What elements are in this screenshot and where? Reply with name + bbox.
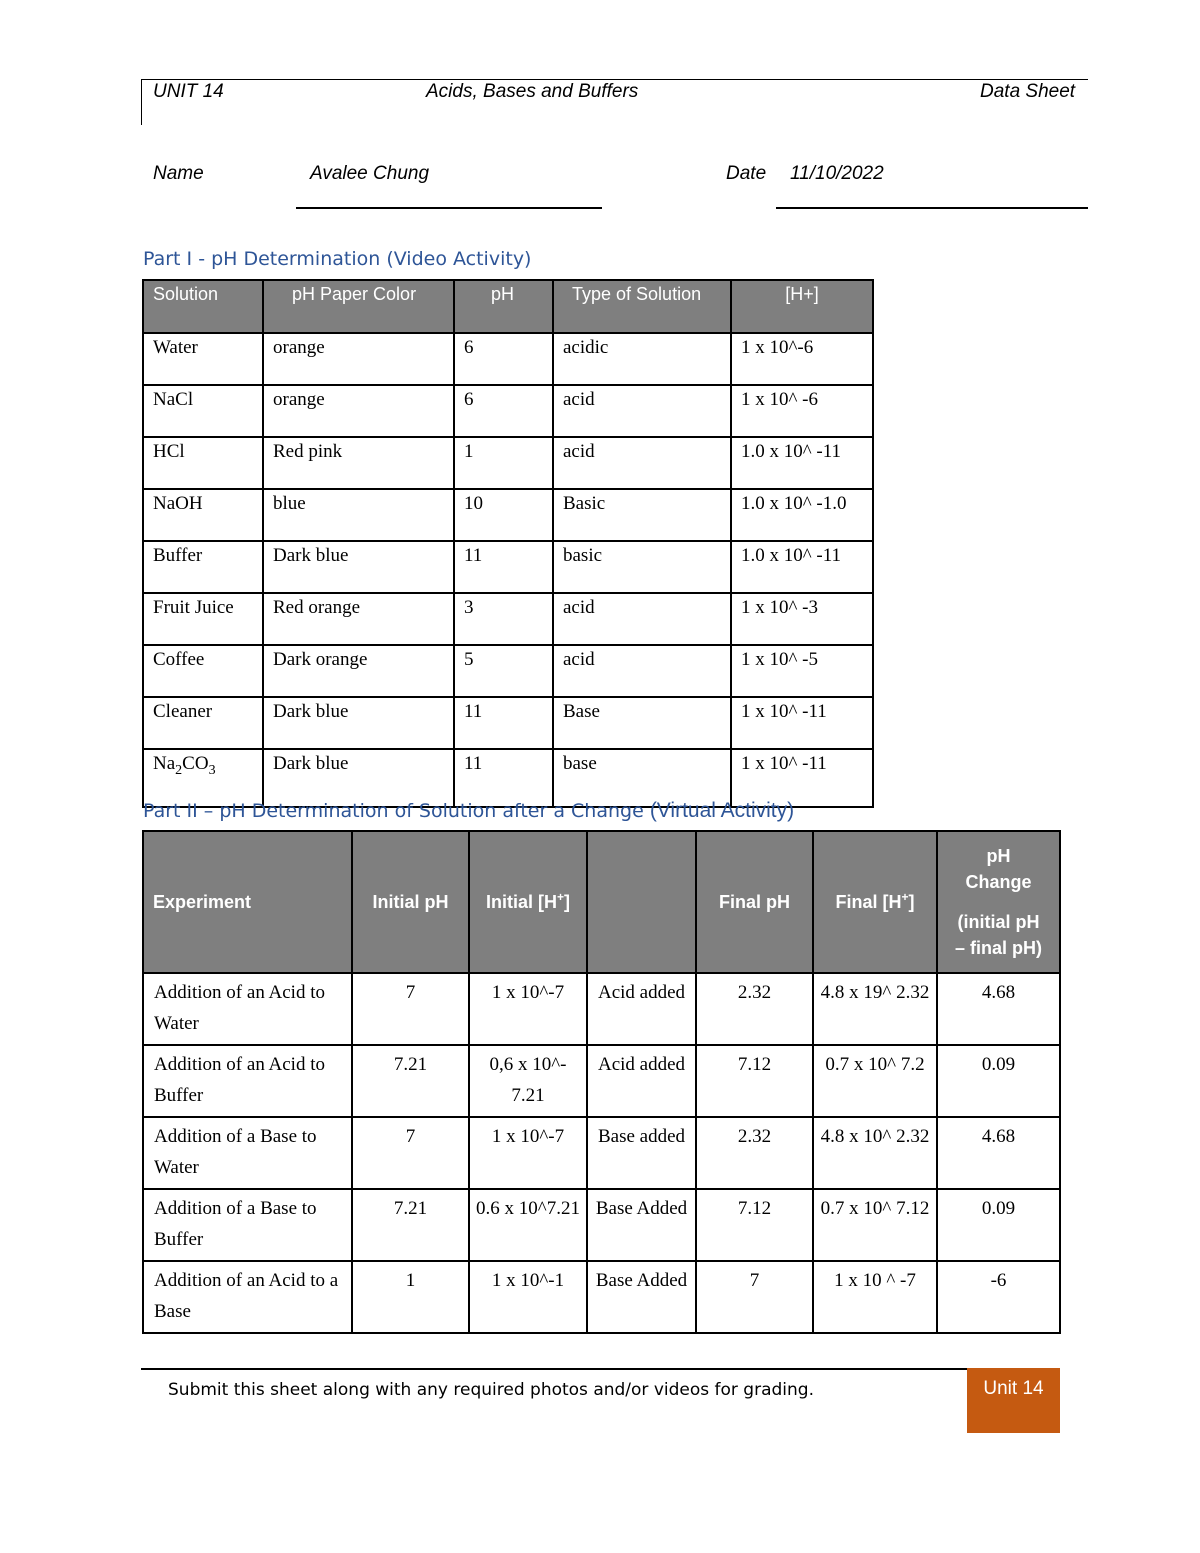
cell-ph-paper-color: orange	[263, 385, 454, 437]
cell-type-of-solution: Basic	[553, 489, 731, 541]
cell-experiment: Addition of a Base to Buffer	[143, 1189, 352, 1261]
cell-h-concentration: 1 x 10^ -11	[731, 697, 873, 749]
cell-ph-paper-color: Red orange	[263, 593, 454, 645]
col-initial-ph: Initial pH	[352, 831, 469, 973]
header-unit: UNIT 14	[153, 81, 224, 102]
cell-final-h: 0.7 x 10^ 7.2	[813, 1045, 937, 1117]
footer-rule	[141, 1368, 969, 1370]
cell-initial-h: 1 x 10^-7	[469, 1117, 587, 1189]
ph-change-line3: (initial pH	[957, 912, 1040, 932]
cell-solution: Water	[143, 333, 263, 385]
cell-type-of-solution: acid	[553, 385, 731, 437]
table-row	[143, 1189, 1060, 1261]
cell-ph-change: 4.68	[937, 1117, 1060, 1189]
cell-initial-ph: 1	[352, 1261, 469, 1333]
cell-ph-change: 4.68	[937, 973, 1060, 1045]
cell-type-of-solution: acidic	[553, 333, 731, 385]
cell-h-concentration: 1.0 x 10^ -11	[731, 541, 873, 593]
cell-solution: NaCl	[143, 385, 263, 437]
cell-experiment: Addition of an Acid to Water	[143, 973, 352, 1045]
cell-experiment: Addition of an Acid to Buffer	[143, 1045, 352, 1117]
cell-ph-change: -6	[937, 1261, 1060, 1333]
header-title: Acids, Bases and Buffers	[426, 81, 639, 102]
cell-solution: Buffer	[143, 541, 263, 593]
cell-ph-change: 0.09	[937, 1189, 1060, 1261]
cell-change-note: Acid added	[587, 973, 696, 1045]
cell-solution: NaOH	[143, 489, 263, 541]
cell-change-note: Base Added	[587, 1261, 696, 1333]
cell-solution: Cleaner	[143, 697, 263, 749]
cell-final-ph: 2.32	[696, 973, 813, 1045]
cell-final-h: 4.8 x 10^ 2.32	[813, 1117, 937, 1189]
part1-title: Part I - pH Determination (Video Activity)	[143, 248, 532, 270]
cell-ph-change: 0.09	[937, 1045, 1060, 1117]
cell-initial-h: 1 x 10^-1	[469, 1261, 587, 1333]
cell-ph-paper-color: Dark blue	[263, 697, 454, 749]
cell-h-concentration: 1 x 10^ -3	[731, 593, 873, 645]
cell-type-of-solution: basic	[553, 541, 731, 593]
cell-final-ph: 7.12	[696, 1189, 813, 1261]
cell-type-of-solution: base	[553, 749, 731, 807]
cell-ph: 3	[454, 593, 553, 645]
cell-final-h: 1 x 10 ^ -7	[813, 1261, 937, 1333]
part2-title-main: Part II – pH Determination of Solution after a Change	[143, 800, 650, 822]
cell-initial-ph: 7.21	[352, 1045, 469, 1117]
cell-ph: 1	[454, 437, 553, 489]
cell-ph-paper-color: blue	[263, 489, 454, 541]
cell-h-concentration: 1 x 10^ -6	[731, 385, 873, 437]
name-underline	[296, 207, 602, 209]
cell-final-h: 4.8 x 19^ 2.32	[813, 973, 937, 1045]
cell-initial-ph: 7	[352, 973, 469, 1045]
cell-type-of-solution: Base	[553, 697, 731, 749]
cell-change-note: Base added	[587, 1117, 696, 1189]
cell-solution: Coffee	[143, 645, 263, 697]
cell-experiment: Addition of an Acid to a Base	[143, 1261, 352, 1333]
cell-ph: 6	[454, 333, 553, 385]
ph-change-line4: – final pH)	[954, 938, 1042, 959]
cell-h-concentration: 1 x 10^ -11	[731, 749, 873, 807]
table-row	[143, 385, 873, 437]
col-ph-paper-color: pH Paper Color	[263, 280, 454, 333]
cell-h-concentration: 1.0 x 10^ -11	[731, 437, 873, 489]
table-row	[143, 593, 873, 645]
cell-h-concentration: 1.0 x 10^ -1.0	[731, 489, 873, 541]
col-final-ph: Final pH	[696, 831, 813, 973]
cell-final-h: 0.7 x 10^ 7.12	[813, 1189, 937, 1261]
col-h-concentration: [H+]	[731, 280, 873, 333]
footer-note: Submit this sheet along with any required photos and/or videos for grading.	[168, 1380, 814, 1400]
name-value: Avalee Chung	[310, 163, 430, 184]
header-rule	[141, 79, 1088, 80]
cell-ph-paper-color: Dark blue	[263, 749, 454, 807]
initial-h-plus: +	[556, 889, 564, 904]
table-row	[143, 973, 1060, 1045]
part2-title	[143, 799, 794, 823]
col-blank	[587, 831, 696, 973]
cell-solution: Fruit Juice	[143, 593, 263, 645]
part2-header-row	[143, 831, 1060, 973]
col-type-of-solution: Type of Solution	[553, 280, 731, 333]
col-ph-change	[937, 831, 1060, 973]
final-h-text: Final [H	[835, 891, 902, 912]
table-row	[143, 333, 873, 385]
col-initial-h	[469, 831, 587, 973]
date-underline	[776, 207, 1088, 209]
cell-ph-paper-color: orange	[263, 333, 454, 385]
col-experiment: Experiment	[143, 831, 352, 973]
cell-initial-h: 0,6 x 10^- 7.21	[469, 1045, 587, 1117]
table-row	[143, 541, 873, 593]
initial-h-close: ]	[564, 891, 570, 912]
table-row	[143, 1117, 1060, 1189]
table-row	[143, 697, 873, 749]
cell-h-concentration: 1 x 10^-6	[731, 333, 873, 385]
col-solution: Solution	[143, 280, 263, 333]
table-row	[143, 645, 873, 697]
cell-h-concentration: 1 x 10^ -5	[731, 645, 873, 697]
table-row	[143, 1045, 1060, 1117]
cell-ph: 5	[454, 645, 553, 697]
table-row	[143, 437, 873, 489]
cell-type-of-solution: acid	[553, 645, 731, 697]
cell-initial-ph: 7	[352, 1117, 469, 1189]
table-row	[143, 489, 873, 541]
part1-header-row	[143, 280, 873, 333]
name-label: Name	[153, 163, 204, 184]
cell-change-note: Acid added	[587, 1045, 696, 1117]
ph-change-line2: Change	[965, 871, 1032, 892]
cell-ph: 6	[454, 385, 553, 437]
cell-initial-ph: 7.21	[352, 1189, 469, 1261]
cell-experiment: Addition of a Base to Water	[143, 1117, 352, 1189]
cell-solution: $Na_2CO_3$	[143, 749, 263, 807]
cell-final-ph: 2.32	[696, 1117, 813, 1189]
cell-change-note: Base Added	[587, 1189, 696, 1261]
part1-table	[142, 279, 874, 808]
cell-ph-paper-color: Dark blue	[263, 541, 454, 593]
part2-title-alt: (Virtual Activity)	[649, 799, 795, 822]
cell-solution: HCl	[143, 437, 263, 489]
cell-ph-paper-color: Red pink	[263, 437, 454, 489]
cell-ph: 11	[454, 697, 553, 749]
unit-badge: Unit 14	[967, 1368, 1060, 1433]
cell-type-of-solution: acid	[553, 437, 731, 489]
cell-ph: 11	[454, 541, 553, 593]
final-h-plus: +	[901, 889, 909, 904]
col-final-h	[813, 831, 937, 973]
cell-ph: 11	[454, 749, 553, 807]
cell-final-ph: 7	[696, 1261, 813, 1333]
table-row	[143, 1261, 1060, 1333]
cell-initial-h: 1 x 10^-7	[469, 973, 587, 1045]
date-label: Date	[726, 163, 767, 184]
cell-ph: 10	[454, 489, 553, 541]
cell-final-ph: 7.12	[696, 1045, 813, 1117]
header-sheet: Data Sheet	[980, 81, 1076, 102]
col-ph: pH	[454, 280, 553, 333]
header-left-rule	[141, 79, 142, 125]
date-value: 11/10/2022	[790, 163, 884, 184]
cell-type-of-solution: acid	[553, 593, 731, 645]
cell-ph-paper-color: Dark orange	[263, 645, 454, 697]
cell-initial-h: 0.6 x 10^7.21	[469, 1189, 587, 1261]
final-h-close: ]	[908, 891, 915, 912]
ph-change-line1: pH	[986, 845, 1011, 866]
initial-h-text: Initial [H	[485, 891, 557, 912]
part2-table	[142, 830, 1061, 1334]
